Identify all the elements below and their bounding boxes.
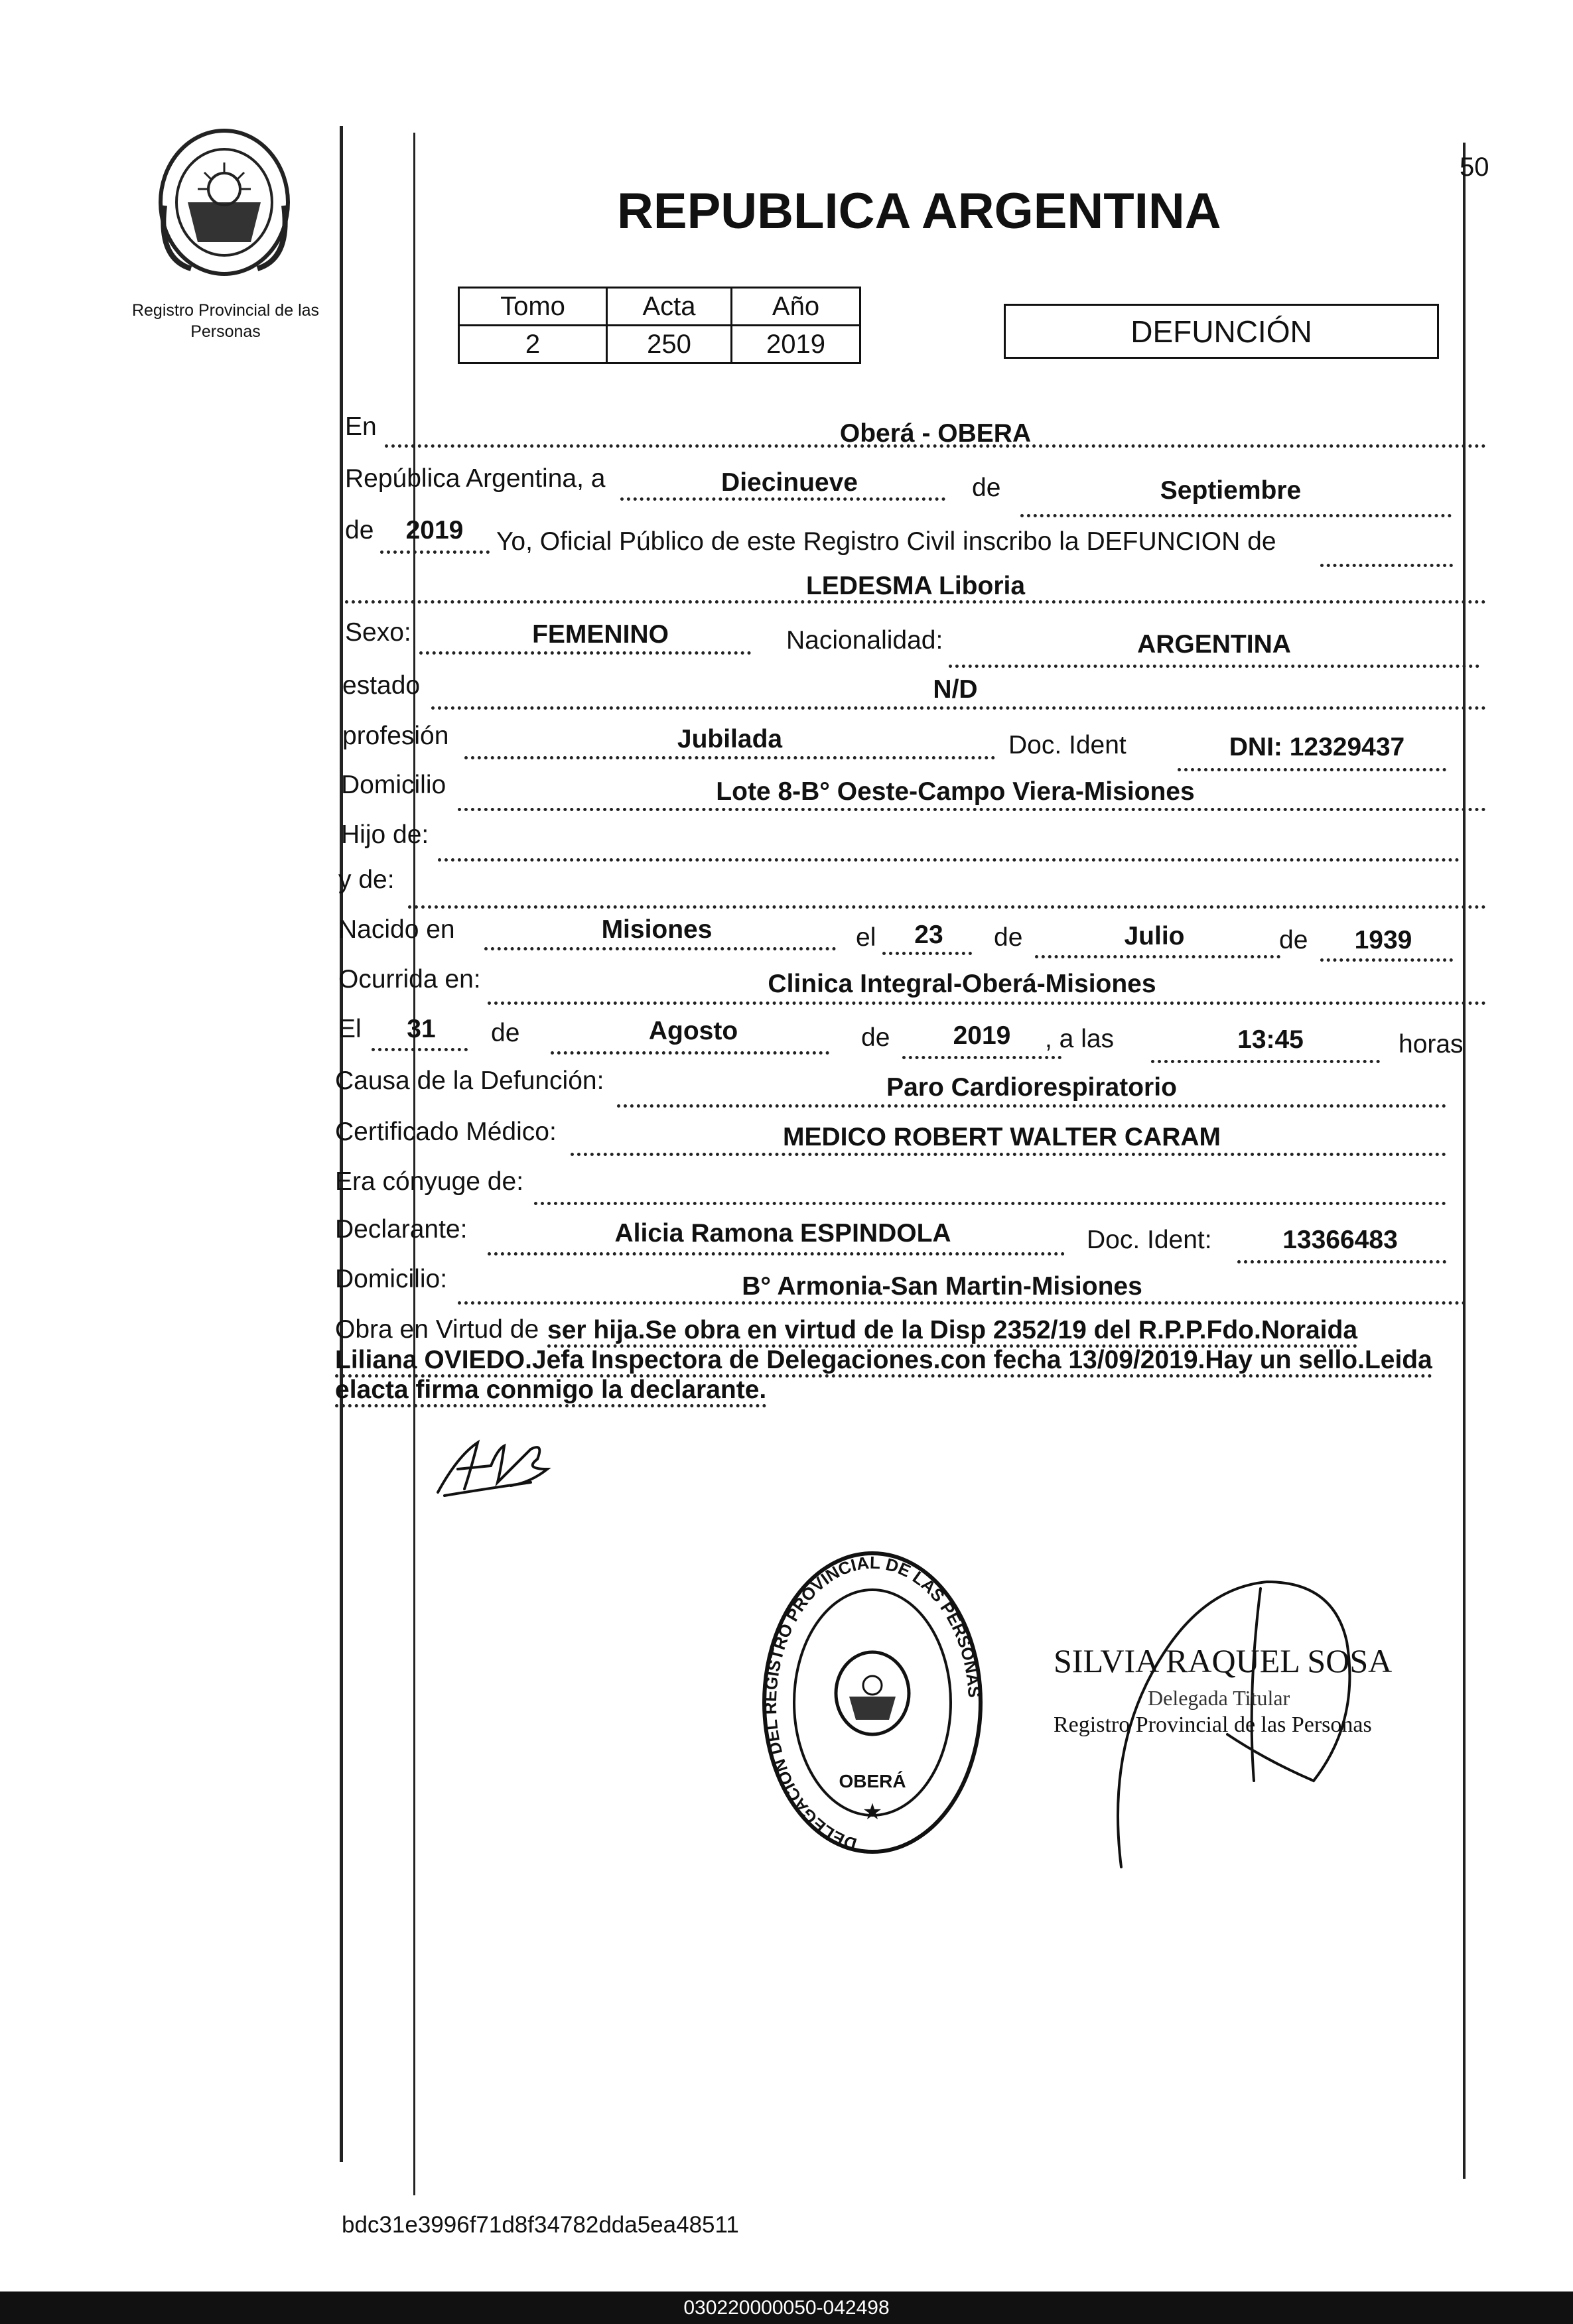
label-el: el — [856, 923, 876, 952]
dotted-line — [458, 808, 1486, 811]
value-nacionalidad: ARGENTINA — [1137, 630, 1291, 659]
dotted-line — [431, 706, 1486, 710]
dotted-line — [488, 1252, 1065, 1256]
dotted-line — [488, 1001, 1486, 1005]
dotted-line — [419, 651, 751, 655]
dotted-line — [464, 756, 995, 759]
dotted-line — [949, 665, 1479, 668]
stamp-city: OBERÁ — [839, 1771, 906, 1791]
dotted-line — [620, 497, 945, 501]
dotted-line — [1237, 1260, 1446, 1263]
label-declarante: Declarante: — [335, 1215, 468, 1244]
value-anio: 2019 — [732, 326, 860, 363]
value-def-hora: 13:45 — [1237, 1025, 1304, 1054]
obra-line-1: ser hija.Se obra en virtud de la Disp 2352/19 del R.P.P.Fdo.Noraida — [547, 1316, 1357, 1348]
signatory-name: SILVIA RAQUEL SOSA — [1054, 1642, 1393, 1679]
dotted-line — [458, 1301, 1466, 1305]
label-en: En — [345, 413, 377, 441]
dotted-line — [372, 1048, 468, 1051]
page-title: REPUBLICA ARGENTINA — [617, 183, 1221, 239]
value-profesion: Jubilada — [677, 725, 783, 753]
label-nacido: Nacido en — [338, 915, 455, 944]
value-tomo: 2 — [459, 326, 607, 363]
obra-line-2: Liliana OVIEDO.Jefa Inspectora de Delegaciones.con fecha 13/09/2019.Hay un sello.Leida — [335, 1346, 1432, 1378]
label-de: de — [972, 474, 1001, 502]
value-estado: N/D — [933, 675, 978, 704]
dotted-line — [617, 1104, 1446, 1108]
dotted-line — [484, 947, 836, 950]
label-nacionalidad: Nacionalidad: — [786, 626, 943, 655]
dotted-line — [1320, 958, 1453, 962]
barcode-strip — [0, 2292, 1573, 2324]
value-anio: 2019 — [405, 516, 464, 545]
header-tomo: Tomo — [459, 288, 607, 326]
dotted-line — [1178, 768, 1446, 771]
value-declarante: Alicia Ramona ESPINDOLA — [614, 1219, 951, 1248]
label-ocurrida: Ocurrida en: — [338, 965, 481, 994]
header-acta: Acta — [607, 288, 732, 326]
document-type-box — [1004, 304, 1439, 359]
value-certificado: MEDICO ROBERT WALTER CARAM — [782, 1123, 1221, 1151]
label-republica: República Argentina, a — [345, 464, 606, 493]
dotted-line — [1035, 955, 1280, 958]
document-type: DEFUNCIÓN — [1130, 314, 1312, 349]
label-de-def-anio: de — [861, 1023, 890, 1052]
label-hijo: Hijo de: — [341, 820, 429, 849]
value-domicilio: Lote 8-B° Oeste-Campo Viera-Misiones — [716, 777, 1195, 806]
label-domicilio-declarante: Domicilio: — [335, 1265, 448, 1293]
value-sexo: FEMENINO — [532, 620, 669, 649]
value-def-dia: 31 — [407, 1015, 436, 1043]
dotted-line — [1320, 564, 1453, 567]
value-nombre: LEDESMA Liboria — [805, 572, 1026, 600]
label-de-anio: de — [345, 516, 374, 545]
value-mes: Septiembre — [1160, 476, 1302, 505]
delegation-stamp — [760, 1549, 985, 1857]
label-de-def-mes: de — [491, 1019, 520, 1047]
label-doc-declarante: Doc. Ident: — [1087, 1226, 1212, 1254]
value-doc: DNI: 12329437 — [1229, 733, 1405, 761]
header-anio: Año — [732, 288, 860, 326]
label-estado: estado — [342, 671, 421, 700]
signatory-role: Delegada Titular — [1148, 1686, 1290, 1710]
signatory-office: Registro Provincial de las Personas — [1054, 1712, 1372, 1737]
label-profesion: profesión — [342, 722, 449, 750]
dotted-line — [882, 952, 972, 955]
label-causa: Causa de la Defunción: — [335, 1066, 604, 1095]
label-certificado: Certificado Médico: — [335, 1118, 557, 1146]
value-nac-anio: 1939 — [1354, 926, 1412, 954]
dotted-line — [902, 1056, 1061, 1059]
label-horas: horas — [1399, 1030, 1464, 1059]
page-number: 50 — [1460, 153, 1489, 182]
dotted-line — [380, 550, 490, 554]
inner-margin-line — [413, 133, 415, 2195]
dotted-line — [408, 905, 1486, 909]
label-sexo: Sexo: — [345, 618, 411, 647]
acta-table — [458, 287, 861, 364]
value-def-mes: Agosto — [648, 1017, 738, 1045]
label-y-de: y de: — [338, 866, 395, 894]
dotted-line — [571, 1153, 1446, 1156]
value-lugar: Oberá - OBERA — [839, 419, 1032, 448]
right-margin-line — [1463, 143, 1466, 2179]
label-domicilio: Domicilio — [341, 771, 446, 799]
registry-name: Registro Provincial de las Personas — [131, 301, 320, 341]
value-declarante-doc: 13366483 — [1282, 1226, 1398, 1254]
label-a-las: , a las — [1045, 1025, 1115, 1053]
label-el-def: El — [338, 1015, 362, 1043]
dotted-line — [1151, 1060, 1380, 1063]
value-declarante-domicilio: B° Armonia-San Martin-Misiones — [742, 1272, 1142, 1301]
label-doc: Doc. Ident — [1008, 731, 1127, 759]
stamp-ring-text: DELEGACION DEL REGISTRO PROVINCIAL DE LAS PERSONAS — [760, 1552, 985, 1854]
dotted-line — [534, 1202, 1446, 1205]
value-def-anio: 2019 — [953, 1021, 1011, 1050]
document-hash: bdc31e3996f71d8f34782dda5ea48511 — [342, 2212, 739, 2238]
label-conyuge: Era cónyuge de: — [335, 1167, 524, 1196]
value-nac-mes: Julio — [1124, 922, 1185, 950]
label-de-nac-mes: de — [994, 923, 1023, 952]
label-inscribo: Yo, Oficial Público de este Registro Civil inscribo la DEFUNCION de — [496, 527, 1276, 556]
province-seal — [151, 126, 297, 279]
obra-text — [335, 1315, 1476, 1405]
barcode-text: 030220000050-042498 — [683, 2296, 890, 2319]
obra-line-3: elacta firma conmigo la declarante. — [335, 1376, 766, 1407]
label-obra: Obra en Virtud de — [335, 1315, 539, 1344]
dotted-line — [438, 858, 1460, 862]
svg-text:★: ★ — [862, 1799, 883, 1825]
dotted-line — [551, 1051, 829, 1055]
value-dia: Diecinueve — [721, 468, 858, 497]
value-acta: 250 — [607, 326, 732, 363]
declarant-signature — [431, 1429, 564, 1502]
dotted-line — [1020, 514, 1452, 517]
value-causa: Paro Cardiorespiratorio — [886, 1073, 1177, 1102]
value-nacido-lugar: Misiones — [601, 915, 713, 944]
label-de-nac-anio: de — [1279, 926, 1308, 954]
value-ocurrida: Clinica Integral-Oberá-Misiones — [768, 970, 1156, 998]
value-nac-dia: 23 — [914, 921, 943, 949]
